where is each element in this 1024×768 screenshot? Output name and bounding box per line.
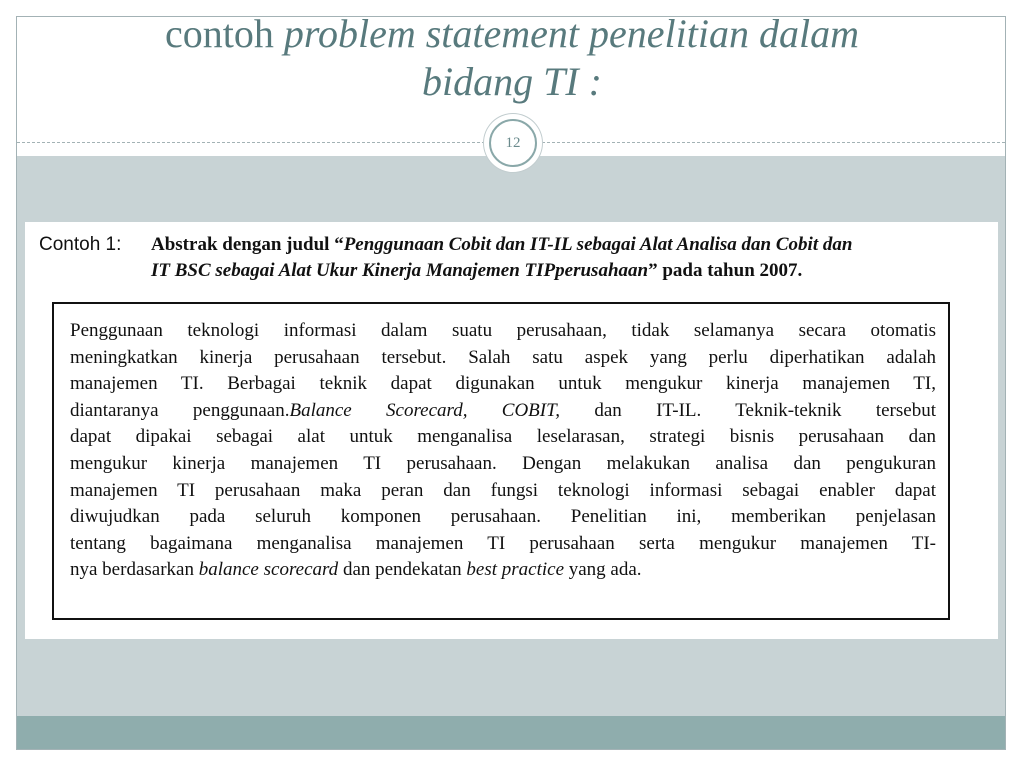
abstract-line bbox=[70, 318, 936, 345]
abstract-segment: manajemen TI. Berbagai teknik dapat digunakan untuk mengukur kinerja manajemen TI, bbox=[70, 373, 936, 395]
heading-line2-suffix: ” pada tahun 2007. bbox=[648, 260, 803, 281]
abstract-box bbox=[52, 302, 950, 620]
bottom-bar bbox=[17, 716, 1005, 749]
example-label: Contoh 1: bbox=[39, 234, 122, 255]
abstract-line bbox=[70, 398, 936, 425]
abstract-line bbox=[70, 345, 936, 372]
abstract-segment: diantaranya penggunaan. bbox=[70, 399, 290, 421]
abstract-segment: manajemen TI perusahaan maka peran dan fungsi teknologi informasi sebagai enabler dapat bbox=[70, 479, 936, 501]
document-heading bbox=[39, 232, 994, 284]
page-number: 12 bbox=[489, 119, 537, 167]
abstract-text bbox=[70, 318, 936, 584]
abstract-line bbox=[70, 424, 936, 451]
heading-line-2 bbox=[39, 258, 994, 284]
slide-title-italic-line1: problem statement penelitian dalam bbox=[283, 11, 859, 56]
abstract-segment: tentang bagaimana menganalisa manajemen TI perusahaan serta mengukur manajemen TI- bbox=[70, 532, 936, 554]
abstract-italic-term: best practice bbox=[466, 559, 564, 581]
abstract-line bbox=[70, 478, 936, 505]
abstract-segment: mengukur kinerja manajemen TI perusahaan. Dengan melakukan analisa dan pengukuran bbox=[70, 452, 936, 474]
abstract-segment: dan IT-IL. Teknik-teknik tersebut bbox=[560, 399, 936, 421]
abstract-italic-term: balance scorecard bbox=[198, 559, 339, 581]
page-number-badge bbox=[484, 114, 542, 172]
abstract-segment: yang ada. bbox=[564, 559, 642, 581]
abstract-line bbox=[70, 531, 936, 558]
document-excerpt bbox=[25, 222, 998, 639]
heading-line-1 bbox=[39, 232, 994, 258]
abstract-line bbox=[70, 557, 936, 584]
abstract-line bbox=[70, 504, 936, 531]
abstract-segment: diwujudkan pada seluruh komponen perusahaan. Penelitian ini, memberikan penjelasan bbox=[70, 506, 936, 528]
heading-line1-title: Penggunaan Cobit dan IT-IL sebagai Alat Analisa dan Cobit dan bbox=[343, 234, 853, 255]
abstract-line bbox=[70, 451, 936, 478]
abstract-segment: Penggunaan teknologi informasi dalam suatu perusahaan, tidak selamanya secara otomatis bbox=[70, 320, 936, 341]
abstract-segment: nya berdasarkan bbox=[70, 559, 199, 581]
heading-line2-title: IT BSC sebagai Alat Ukur Kinerja Manajemen TIPperusahaan bbox=[151, 260, 649, 281]
abstract-segment: dapat dipakai sebagai alat untuk menganalisa leselarasan, strategi bisnis perusahaan dan bbox=[70, 426, 936, 448]
heading-line1-prefix: Abstrak dengan judul “ bbox=[151, 234, 344, 255]
abstract-segment: meningkatkan kinerja perusahaan tersebut. Salah satu aspek yang perlu diperhatikan adalah bbox=[70, 346, 936, 368]
slide-title-italic-line2: bidang TI : bbox=[422, 59, 602, 104]
abstract-line bbox=[70, 371, 936, 398]
abstract-italic-term: Balance Scorecard, COBIT, bbox=[289, 399, 561, 421]
abstract-segment: dan pendekatan bbox=[338, 559, 467, 581]
slide-title-plain: contoh bbox=[165, 11, 284, 56]
slide-title bbox=[16, 10, 1008, 106]
